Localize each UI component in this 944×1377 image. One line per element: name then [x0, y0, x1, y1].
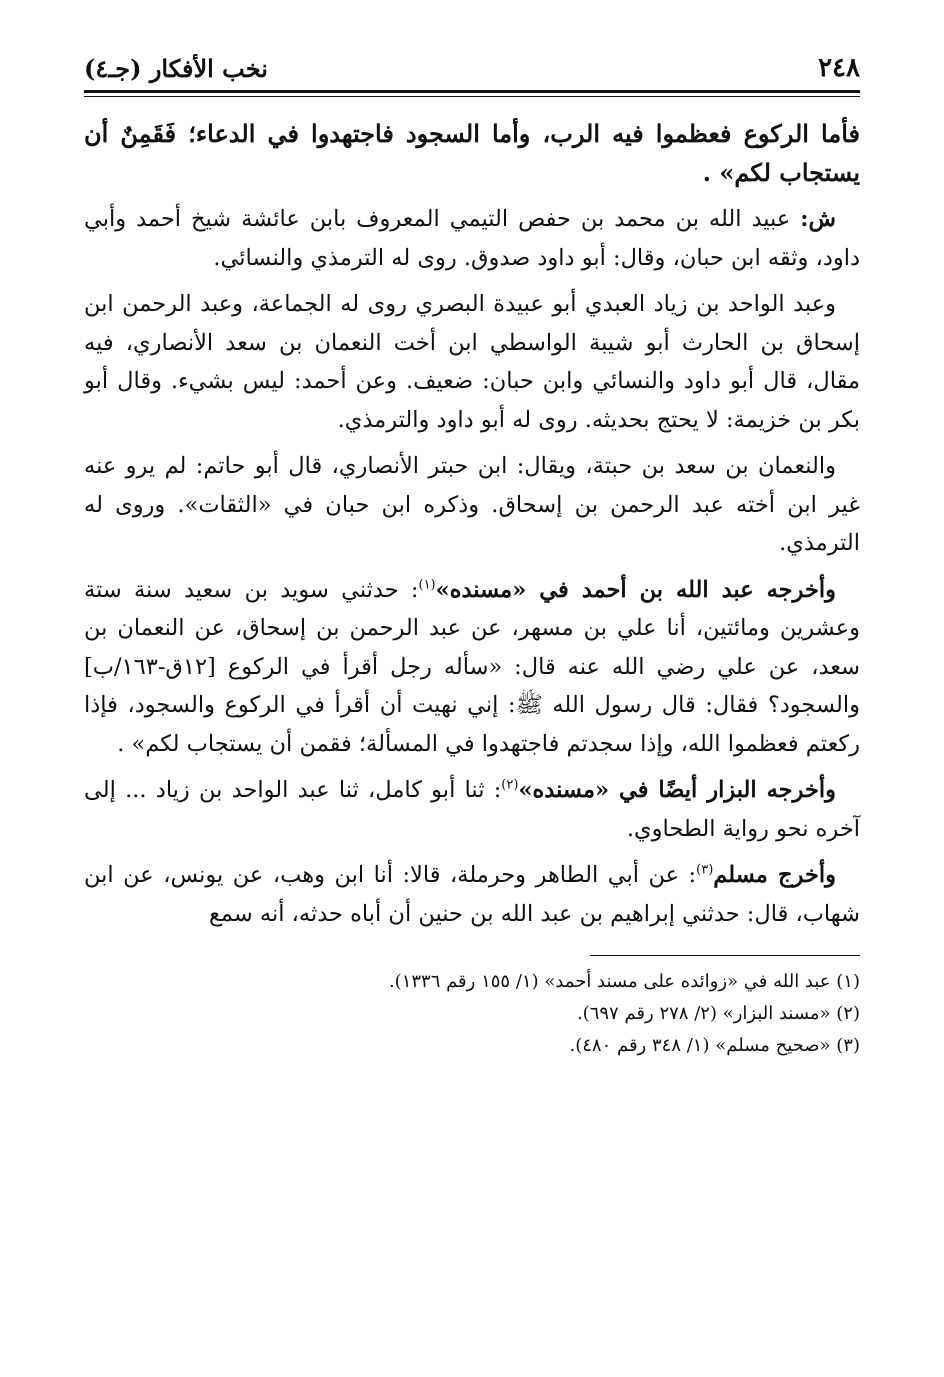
paragraph-hadith-end: [84, 115, 860, 192]
main-text: [84, 115, 860, 933]
paragraph-bazzar: [84, 771, 860, 848]
document-page: [84, 48, 860, 1062]
paragraph-text: : ثنا أبو كامل، ثنا عبد الواحد بن زياد ... إلى آخره نحو رواية الطحاوي.: [84, 777, 860, 842]
paragraph-lead: وأخرجه البزار أيضًا في «مسنده»: [518, 777, 836, 803]
paragraph-numan: [84, 447, 860, 563]
footnote-2: (٢) «مسند البزار» (٢/ ٢٧٨ رقم ٦٩٧).: [576, 1003, 860, 1024]
header-rule-thin: [84, 96, 860, 97]
footnote-ref: (١): [418, 577, 436, 592]
paragraph-text: فأما الركوع فعظموا فيه الرب، وأما السجود فاجتهدوا في الدعاء؛ فَقَمِنٌ أن يستجاب لكم» .: [84, 119, 860, 187]
paragraph-abdullah-ahmad: [84, 571, 860, 764]
footnote-3: (٣) «صحيح مسلم» (١/ ٣٤٨ رقم ٤٨٠).: [569, 1035, 860, 1056]
footnotes: [84, 966, 860, 1062]
running-header: [84, 48, 860, 88]
paragraph-text: وعبد الواحد بن زياد العبدي أبو عبيدة البصري روى له الجماعة، وعبد الرحمن ابن إسحاق بن الحارث أبو شيبة الواسطي ابن أخت النعمان بن سعد الأنصاري، فيه مقال، قال أبو داود والنسائي وابن حبان: ضعيف. وعن أحمد: ليس بشيء. وقال أبو بكر بن خزيمة: لا يحتج بحديثه. روى له أبو داود والترمذي.: [84, 291, 860, 433]
paragraph-text: : عن أبي الطاهر وحرملة، قالا: أنا ابن وهب، عن يونس، عن ابن شهاب، قال: حدثني إبراهيم بن عبد الله بن حنين أن أباه حدثه، أنه سمع: [84, 862, 860, 927]
paragraph-lead: ش:: [800, 206, 836, 232]
paragraph-lead: وأخرج مسلم: [713, 862, 836, 888]
paragraph-commentary: [84, 200, 860, 277]
footnote-ref: (٢): [501, 777, 519, 793]
paragraph-lead: وأخرجه عبد الله بن أحمد في «مسنده»: [435, 576, 836, 603]
paragraph-text: : حدثني سويد بن سعيد سنة ستة وعشرين ومائتين، أنا علي بن مسهر، عن عبد الرحمن بن إسحاق، عن النعمان بن سعد، عن علي رضي الله عنه قال: «سأله رجل أقرأ في الركوع [١٢ق-١٦٣/ب] والسجود؟ فقال: قال رسول الله ﷺ: إني نهيت أن أقرأ في الركوع والسجود، فإذا ركعتم فعظموا الله، وإذا سجدتم فاجتهدوا في المسألة؛ فقمن أن يستجاب لكم» .: [84, 576, 860, 757]
paragraph-narrators: [84, 285, 860, 439]
page-number: ٢٤٨: [818, 53, 860, 83]
paragraph-muslim: [84, 856, 860, 933]
footnote-ref: (٣): [696, 862, 714, 878]
footnote-1: (١) عبد الله في «زوائده على مسند أحمد» (١/ ١٥٥ رقم ١٣٣٦).: [388, 971, 860, 992]
header-rule-thick: [84, 90, 860, 93]
book-title: نخب الأفكار (جـ٤): [84, 53, 268, 83]
footnote-separator: [590, 955, 860, 956]
paragraph-text: والنعمان بن سعد بن حبتة، ويقال: ابن حبتر الأنصاري، قال أبو حاتم: لم يرو عنه غير ابن أخته عبد الرحمن بن إسحاق. وذكره ابن حبان في «الثقات». وروى له الترمذي.: [84, 453, 860, 556]
paragraph-text: عبيد الله بن محمد بن حفص التيمي المعروف بابن عائشة شيخ أحمد وأبي داود، وثقه ابن حبان، وقال: أبو داود صدوق. روى له الترمذي والنسائي.: [84, 206, 860, 271]
